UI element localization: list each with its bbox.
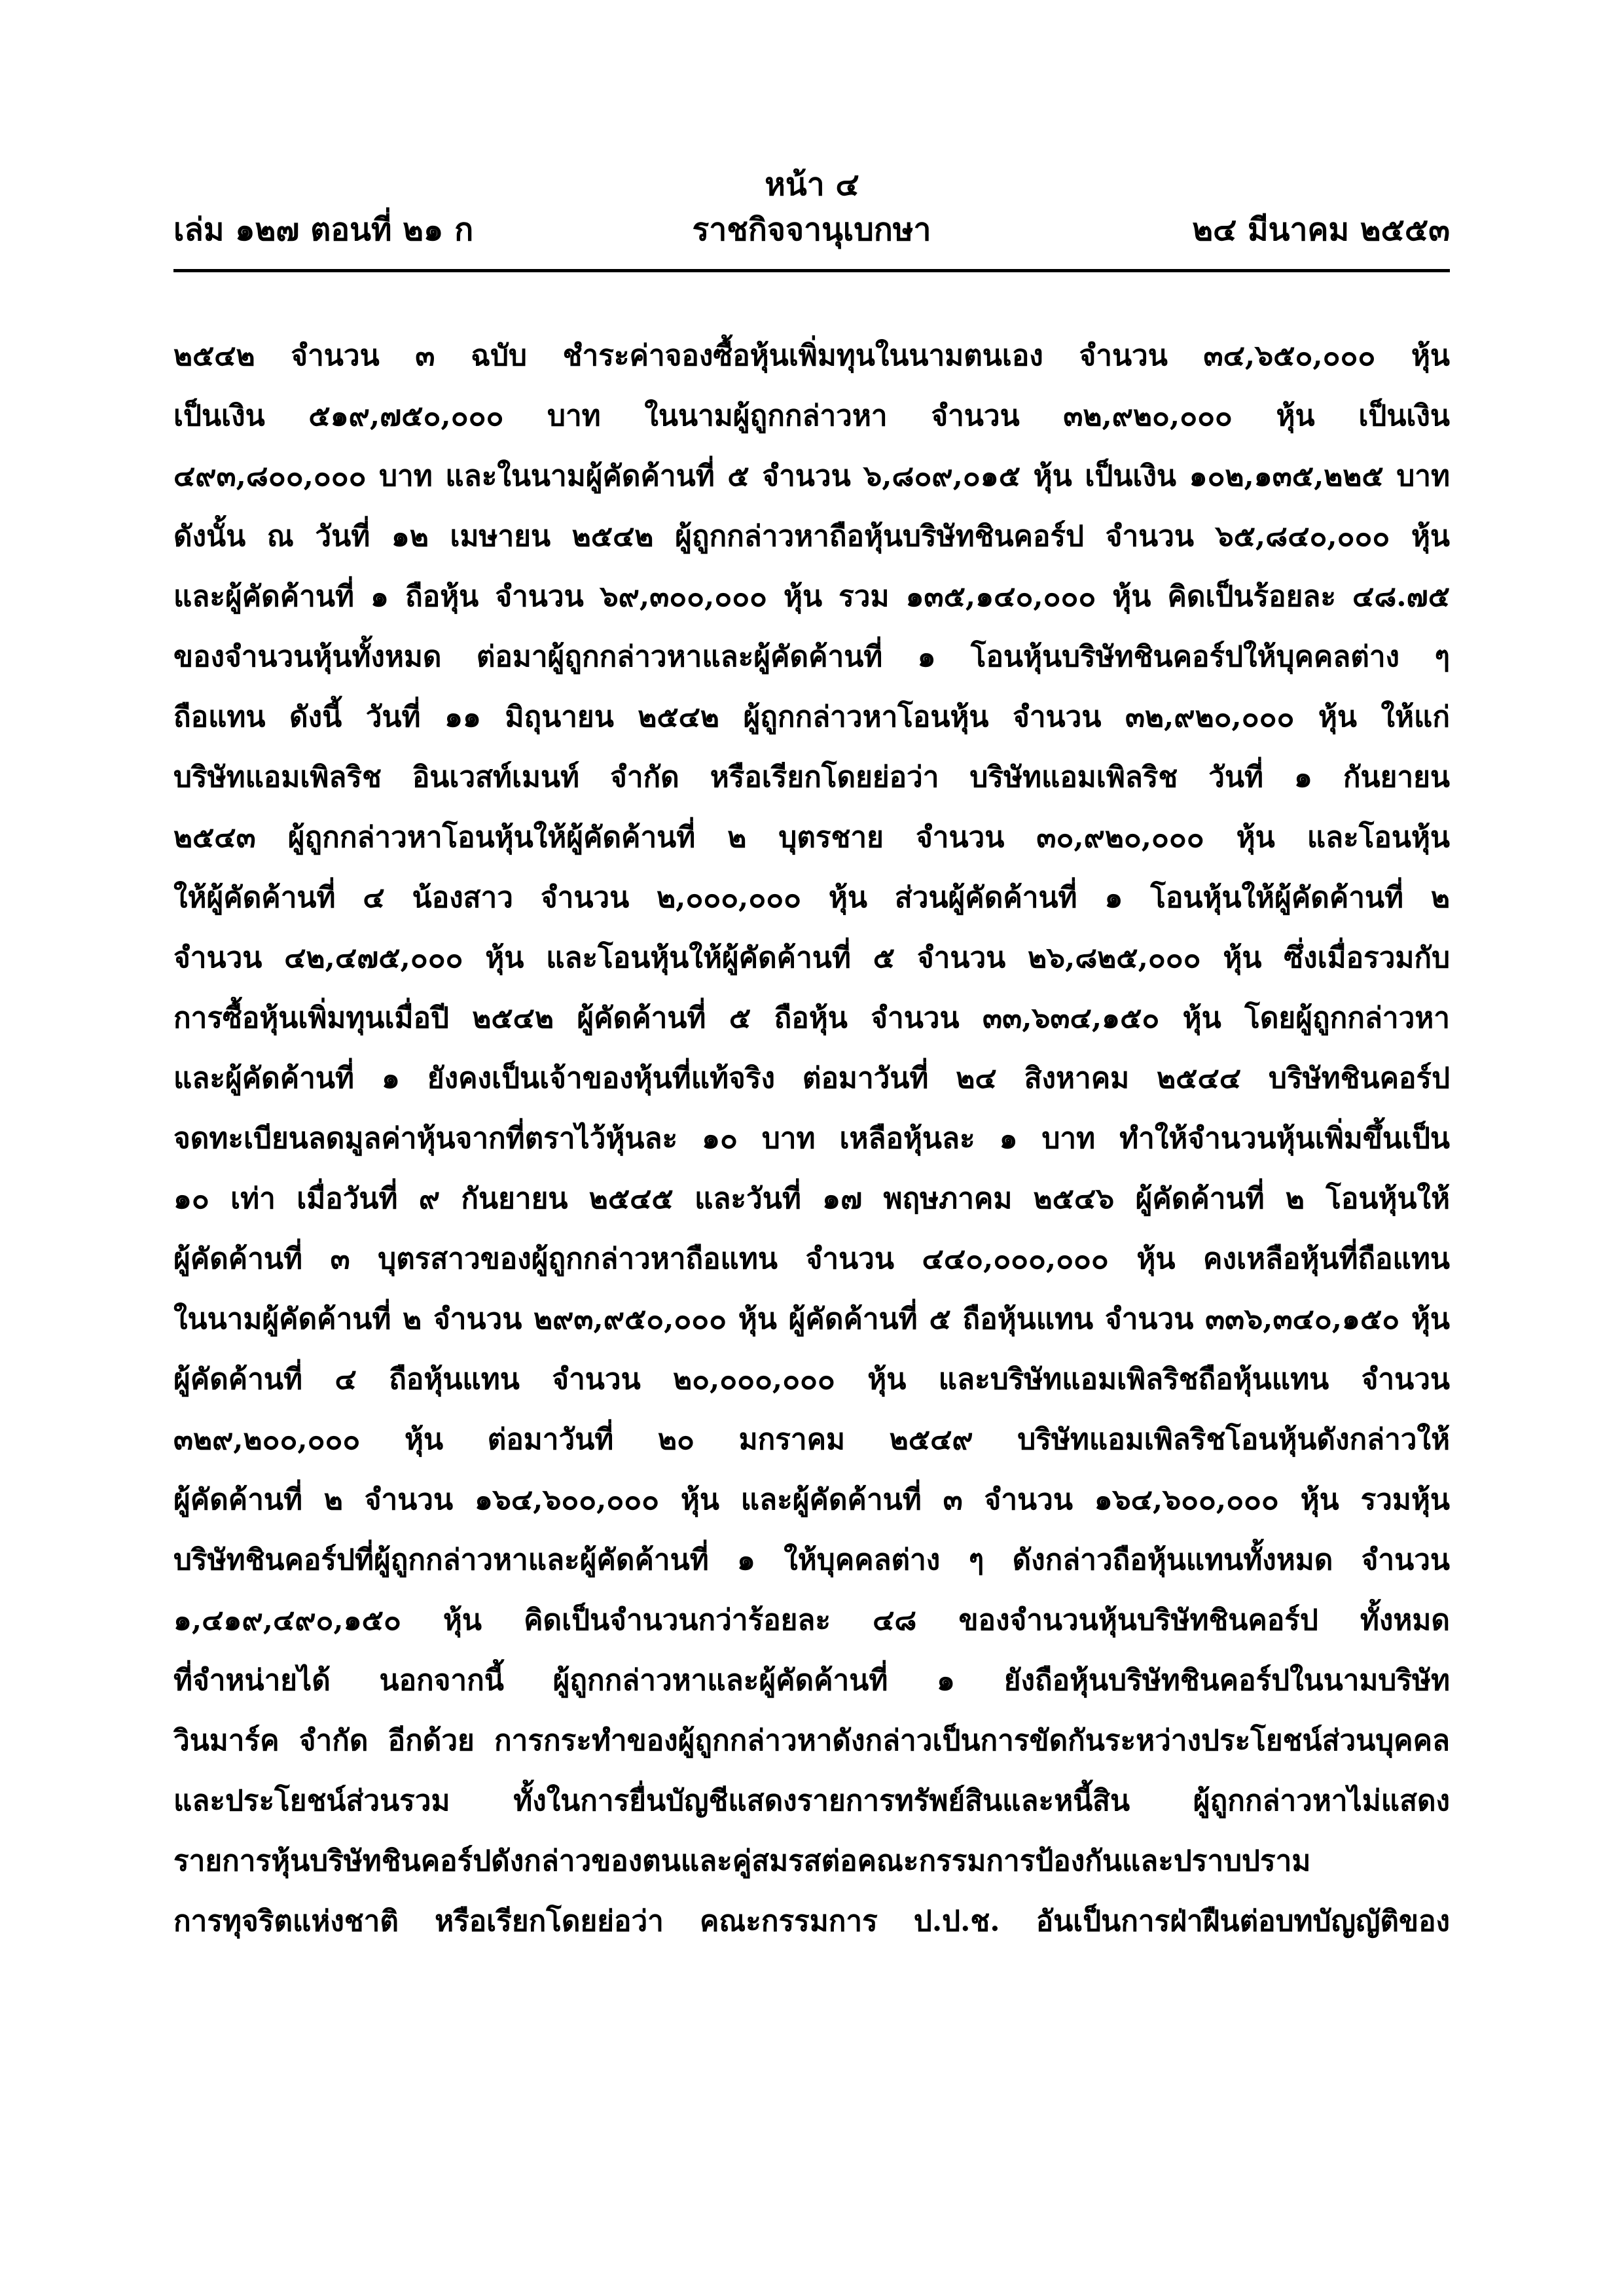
- text-line: วินมาร์ค จำกัด อีกด้วย การกระทำของผู้ถูกกล่าวหาดังกล่าวเป็นการขัดกันระหว่างประโยชน์ส่วนบุคคล: [173, 1724, 1450, 1757]
- text-line: ๑๐ เท่า เมื่อวันที่ ๙ กันยายน ๒๕๔๕ และวันที่ ๑๗ พฤษภาคม ๒๕๔๖ ผู้คัดค้านที่ ๒ โอนหุ้นให้: [173, 1182, 1450, 1215]
- text-line: บริษัทชินคอร์ปที่ผู้ถูกกล่าวหาและผู้คัดค้านที่ ๑ ให้บุคคลต่าง ๆ ดังกล่าวถือหุ้นแทนทั้งหมด จำนวน: [173, 1543, 1450, 1577]
- text-line: ให้ผู้คัดค้านที่ ๔ น้องสาว จำนวน ๒,๐๐๐,๐๐๐ หุ้น ส่วนผู้คัดค้านที่ ๑ โอนหุ้นให้ผู้คัดค้านที่ ๒: [173, 881, 1450, 914]
- text-line: ๒๕๔๒ จำนวน ๓ ฉบับ ชำระค่าจองซื้อหุ้นเพิ่มทุนในนามตนเอง จำนวน ๓๔,๖๕๐,๐๐๐ หุ้น: [173, 339, 1450, 372]
- text-line: ผู้คัดค้านที่ ๔ ถือหุ้นแทน จำนวน ๒๐,๐๐๐,๐๐๐ หุ้น และบริษัทแอมเพิลริชถือหุ้นแทน จำนวน: [173, 1363, 1450, 1396]
- text-line: ที่จำหน่ายได้ นอกจากนี้ ผู้ถูกกล่าวหาและผู้คัดค้านที่ ๑ ยังถือหุ้นบริษัทชินคอร์ปในนามบริษัท: [173, 1664, 1450, 1697]
- text-line: การซื้อหุ้นเพิ่มทุนเมื่อปี ๒๕๔๒ ผู้คัดค้านที่ ๕ ถือหุ้น จำนวน ๓๓,๖๓๔,๑๕๐ หุ้น โดยผู้ถูกกล่าวหา: [173, 1001, 1450, 1035]
- text-line: ดังนั้น ณ วันที่ ๑๒ เมษายน ๒๕๔๒ ผู้ถูกกล่าวหาถือหุ้นบริษัทชินคอร์ป จำนวน ๖๕,๘๔๐,๐๐๐ หุ้น: [173, 520, 1450, 553]
- text-line: ของจำนวนหุ้นทั้งหมด ต่อมาผู้ถูกกล่าวหาและผู้คัดค้านที่ ๑ โอนหุ้นบริษัทชินคอร์ปให้บุคคลต่าง ๆ: [173, 640, 1450, 673]
- publication-date: ๒๔ มีนาคม ๒๕๕๓: [1192, 211, 1450, 248]
- header-divider: [173, 269, 1450, 272]
- text-line: จดทะเบียนลดมูลค่าหุ้นจากที่ตราไว้หุ้นละ ๑๐ บาท เหลือหุ้นละ ๑ บาท ทำให้จำนวนหุ้นเพิ่มขึ้นเป็น: [173, 1122, 1450, 1155]
- text-line: ผู้คัดค้านที่ ๒ จำนวน ๑๖๔,๖๐๐,๐๐๐ หุ้น และผู้คัดค้านที่ ๓ จำนวน ๑๖๔,๖๐๐,๐๐๐ หุ้น รวมหุ้น: [173, 1483, 1450, 1516]
- text-line: เป็นเงิน ๕๑๙,๗๕๐,๐๐๐ บาท ในนามผู้ถูกกล่าวหา จำนวน ๓๒,๙๒๐,๐๐๐ หุ้น เป็นเงิน: [173, 399, 1450, 433]
- text-line: ๑,๔๑๙,๔๙๐,๑๕๐ หุ้น คิดเป็นจำนวนกว่าร้อยละ ๔๘ ของจำนวนหุ้นบริษัทชินคอร์ป ทั้งหมด: [173, 1604, 1450, 1637]
- publication-title: ราชกิจจานุเบกษา: [692, 211, 931, 248]
- text-line: และประโยชน์ส่วนรวม ทั้งในการยื่นบัญชีแสดงรายการทรัพย์สินและหนี้สิน ผู้ถูกกล่าวหาไม่แสดง: [173, 1784, 1450, 1818]
- text-line: ๓๒๙,๒๐๐,๐๐๐ หุ้น ต่อมาวันที่ ๒๐ มกราคม ๒๕๔๙ บริษัทแอมเพิลริชโอนหุ้นดังกล่าวให้: [173, 1423, 1450, 1456]
- text-line: ผู้คัดค้านที่ ๓ บุตรสาวของผู้ถูกกล่าวหาถือแทน จำนวน ๔๔๐,๐๐๐,๐๐๐ หุ้น คงเหลือหุ้นที่ถือแทน: [173, 1242, 1450, 1276]
- body-text: [173, 326, 1450, 1952]
- volume-issue: เล่ม ๑๒๗ ตอนที่ ๒๑ ก: [173, 211, 474, 248]
- text-line: รายการหุ้นบริษัทชินคอร์ปดังกล่าวของตนและคู่สมรสต่อคณะกรรมการป้องกันและปราบปราม: [173, 1844, 1311, 1878]
- text-line: ๒๕๔๓ ผู้ถูกกล่าวหาโอนหุ้นให้ผู้คัดค้านที่ ๒ บุตรชาย จำนวน ๓๐,๙๒๐,๐๐๐ หุ้น และโอนหุ้น: [173, 821, 1450, 854]
- text-line: การทุจริตแห่งชาติ หรือเรียกโดยย่อว่า คณะกรรมการ ป.ป.ช. อันเป็นการฝ่าฝืนต่อบทบัญญัติของ: [173, 1905, 1450, 1938]
- text-line: จำนวน ๔๒,๔๗๕,๐๐๐ หุ้น และโอนหุ้นให้ผู้คัดค้านที่ ๕ จำนวน ๒๖,๘๒๕,๐๐๐ หุ้น ซึ่งเมื่อรวมกับ: [173, 941, 1450, 975]
- text-line: และผู้คัดค้านที่ ๑ ยังคงเป็นเจ้าของหุ้นที่แท้จริง ต่อมาวันที่ ๒๔ สิงหาคม ๒๕๔๔ บริษัทชินคอร์ป: [173, 1062, 1450, 1095]
- text-line: ๔๙๓,๘๐๐,๐๐๐ บาท และในนามผู้คัดค้านที่ ๕ จำนวน ๖,๘๐๙,๐๑๕ หุ้น เป็นเงิน ๑๐๒,๑๓๕,๒๒๕ บาท: [173, 459, 1450, 493]
- gazette-header: [173, 208, 1450, 251]
- text-line: ในนามผู้คัดค้านที่ ๒ จำนวน ๒๙๓,๙๕๐,๐๐๐ หุ้น ผู้คัดค้านที่ ๕ ถือหุ้นแทน จำนวน ๓๓๖,๓๔๐,๑๕๐ หุ้น: [173, 1302, 1450, 1336]
- page-number: หน้า ๔: [765, 166, 859, 203]
- text-line: บริษัทแอมเพิลริช อินเวสท์เมนท์ จำกัด หรือเรียกโดยย่อว่า บริษัทแอมเพิลริช วันที่ ๑ กันยายน: [173, 761, 1450, 794]
- text-line: ถือแทน ดังนี้ วันที่ ๑๑ มิถุนายน ๒๕๔๒ ผู้ถูกกล่าวหาโอนหุ้น จำนวน ๓๒,๙๒๐,๐๐๐ หุ้น ให้แก่: [173, 700, 1450, 734]
- text-line: และผู้คัดค้านที่ ๑ ถือหุ้น จำนวน ๖๙,๓๐๐,๐๐๐ หุ้น รวม ๑๓๕,๑๔๐,๐๐๐ หุ้น คิดเป็นร้อยละ ๔๘.๗๕: [173, 580, 1450, 613]
